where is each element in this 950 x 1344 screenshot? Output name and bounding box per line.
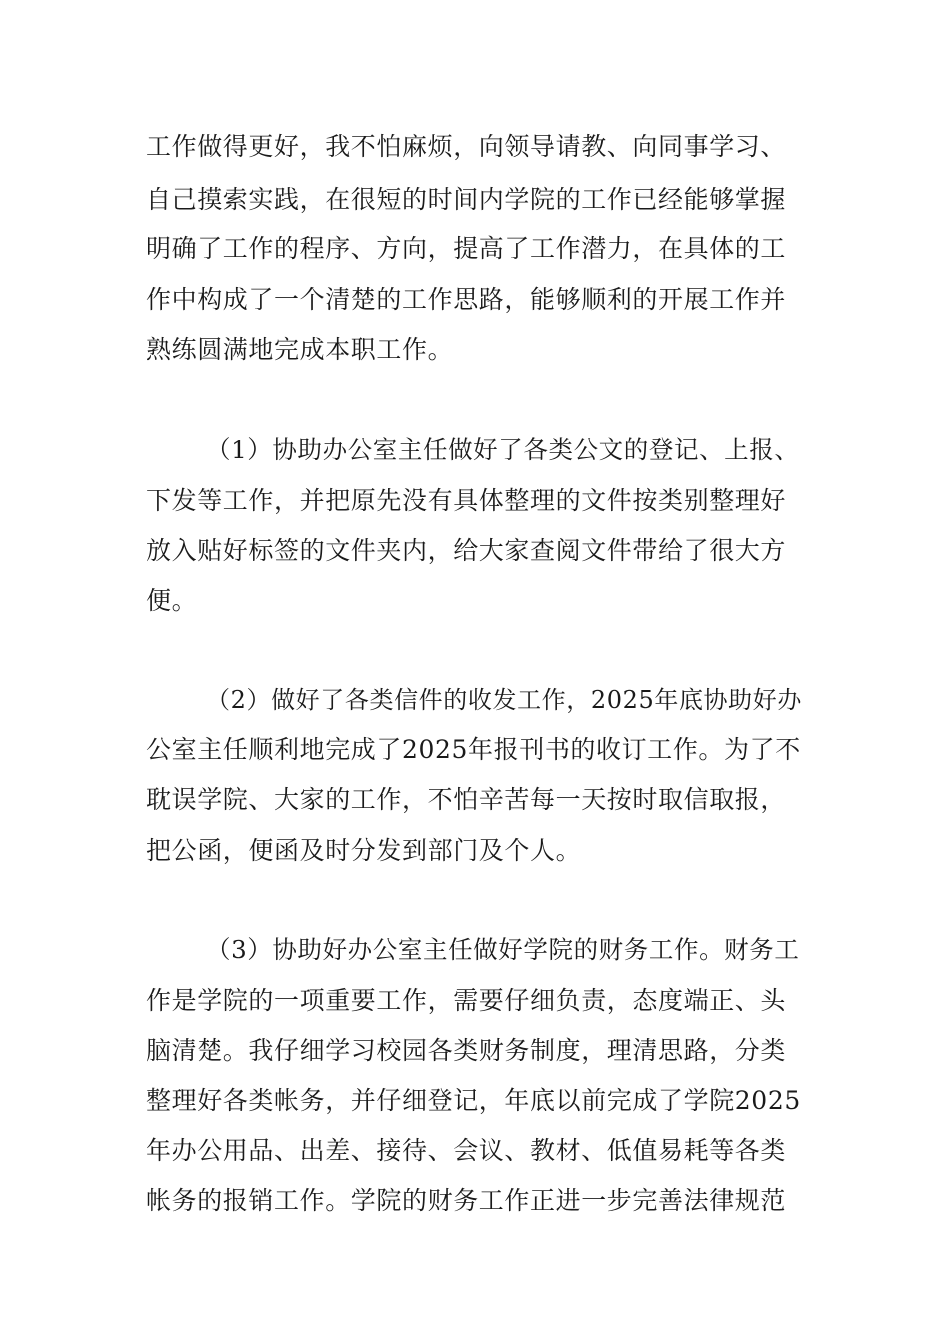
- text-line: 帐务的报销工作。学院的财务工作正进一步完善法律规范: [146, 1186, 787, 1215]
- text-line: （3）协助好办公室主任做好学院的财务工作。财务工: [206, 935, 800, 964]
- text-line: 整理好各类帐务，并仔细登记，年底以前完成了学院2025: [146, 1086, 801, 1115]
- text-line: 自己摸索实践，在很短的时间内学院的工作已经能够掌握: [146, 185, 787, 214]
- text-line: （1）协助办公室主任做好了各类公文的登记、上报、: [206, 435, 800, 464]
- text-line: 公室主任顺利地完成了2025年报刊书的收订工作。为了不: [146, 735, 801, 764]
- text-line: 耽误学院、大家的工作，不怕辛苦每一天按时取信取报，: [146, 785, 787, 814]
- text-line: 工作做得更好，我不怕麻烦，向领导请教、向同事学习、: [146, 132, 787, 161]
- text-line: 作是学院的一项重要工作，需要仔细负责，态度端正、头: [146, 986, 787, 1015]
- text-line: 脑清楚。我仔细学习校园各类财务制度，理清思路，分类: [146, 1036, 787, 1065]
- text-line: （2）做好了各类信件的收发工作，2025年底协助好办: [206, 686, 802, 714]
- text-line: 把公函，便函及时分发到部门及个人。: [146, 836, 582, 865]
- text-line: 作中构成了一个清楚的工作思路，能够顺利的开展工作并: [146, 285, 787, 314]
- text-line: 年办公用品、出差、接待、会议、教材、低值易耗等各类: [146, 1136, 787, 1165]
- text-line: 便。: [146, 586, 198, 615]
- text-line: 明确了工作的程序、方向，提高了工作潜力，在具体的工: [146, 234, 787, 263]
- text-line: 熟练圆满地完成本职工作。: [146, 335, 454, 364]
- text-line: 放入贴好标签的文件夹内，给大家查阅文件带给了很大方: [146, 536, 787, 565]
- text-line: 下发等工作，并把原先没有具体整理的文件按类别整理好: [146, 486, 787, 515]
